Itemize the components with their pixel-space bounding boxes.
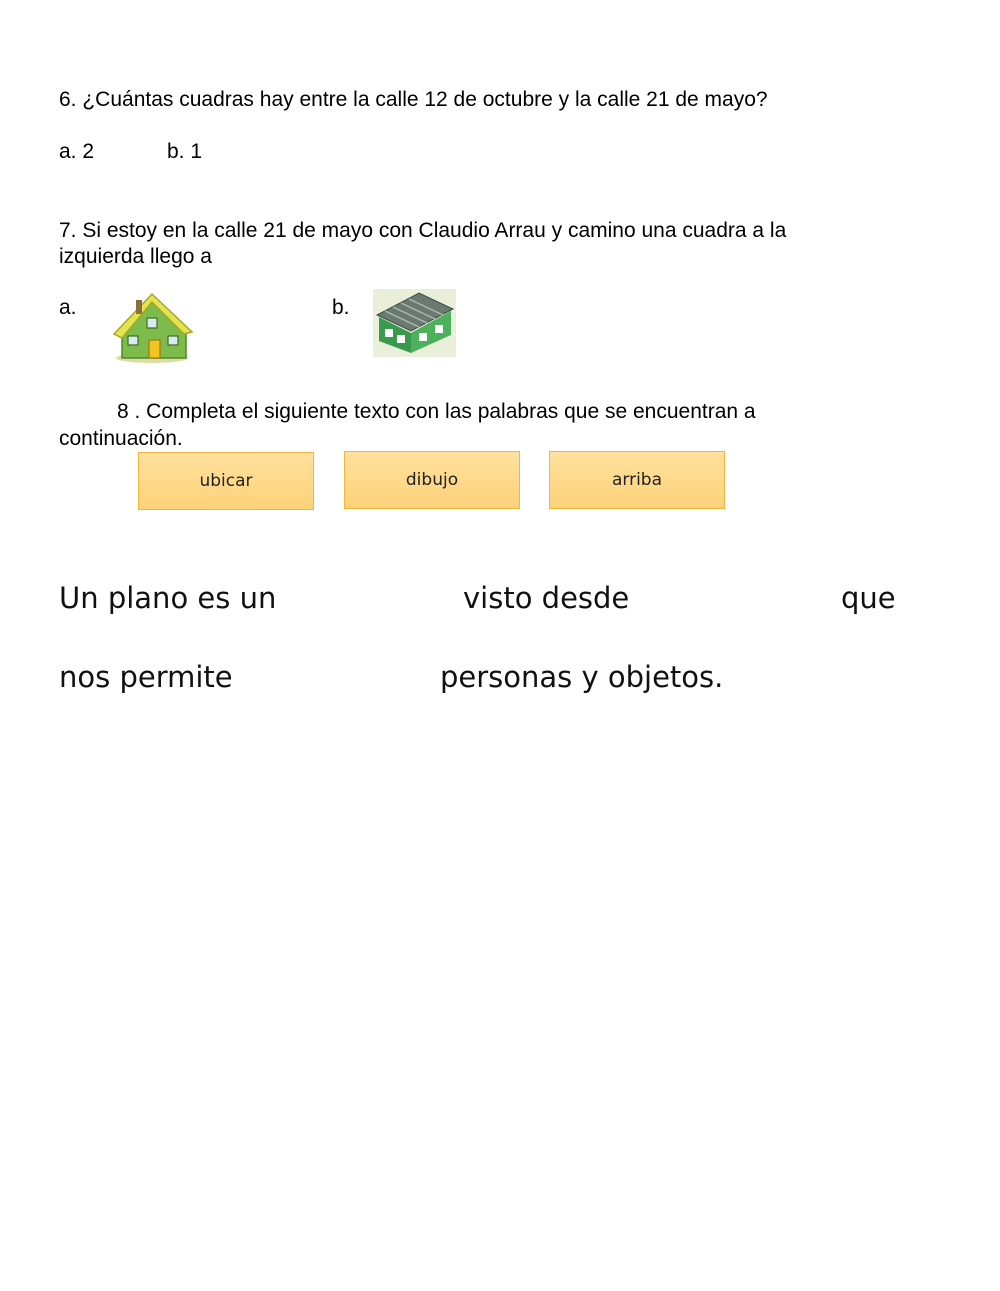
question-7-option-a-label[interactable]: a.	[59, 296, 77, 319]
market-building-icon[interactable]	[373, 289, 456, 357]
word-ubicar[interactable]: ubicar	[138, 452, 314, 510]
fill-text-part-3: que	[841, 581, 896, 615]
fill-text-part-5: personas y objetos.	[440, 660, 724, 694]
question-6-option-a[interactable]: a. 2	[59, 140, 95, 163]
blank-3-dropzone[interactable]	[236, 657, 426, 697]
question-7-line-2: izquierda llego a	[59, 245, 212, 268]
word-arriba[interactable]: arriba	[549, 451, 725, 509]
fill-text-part-2: visto desde	[463, 581, 630, 615]
question-6-text: 6. ¿Cuántas cuadras hay entre la calle 12 de octubre y la calle 21 de mayo?	[59, 88, 768, 111]
question-7-line-1: 7. Si estoy en la calle 21 de mayo con Claudio Arrau y camino una cuadra a la	[59, 219, 787, 242]
blank-1-dropzone[interactable]	[268, 578, 448, 618]
question-8-line-1: 8 . Completa el siguiente texto con las palabras que se encuentran a	[117, 400, 756, 423]
house-icon[interactable]	[108, 288, 194, 364]
question-7-option-b-label[interactable]: b.	[332, 296, 350, 319]
word-dibujo[interactable]: dibujo	[344, 451, 520, 509]
question-6-option-b[interactable]: b. 1	[167, 140, 203, 163]
blank-2-dropzone[interactable]	[630, 578, 830, 618]
fill-text-part-1: Un plano es un	[59, 581, 277, 615]
question-8-line-2: continuación.	[59, 427, 183, 450]
fill-text-part-4: nos permite	[59, 660, 233, 694]
